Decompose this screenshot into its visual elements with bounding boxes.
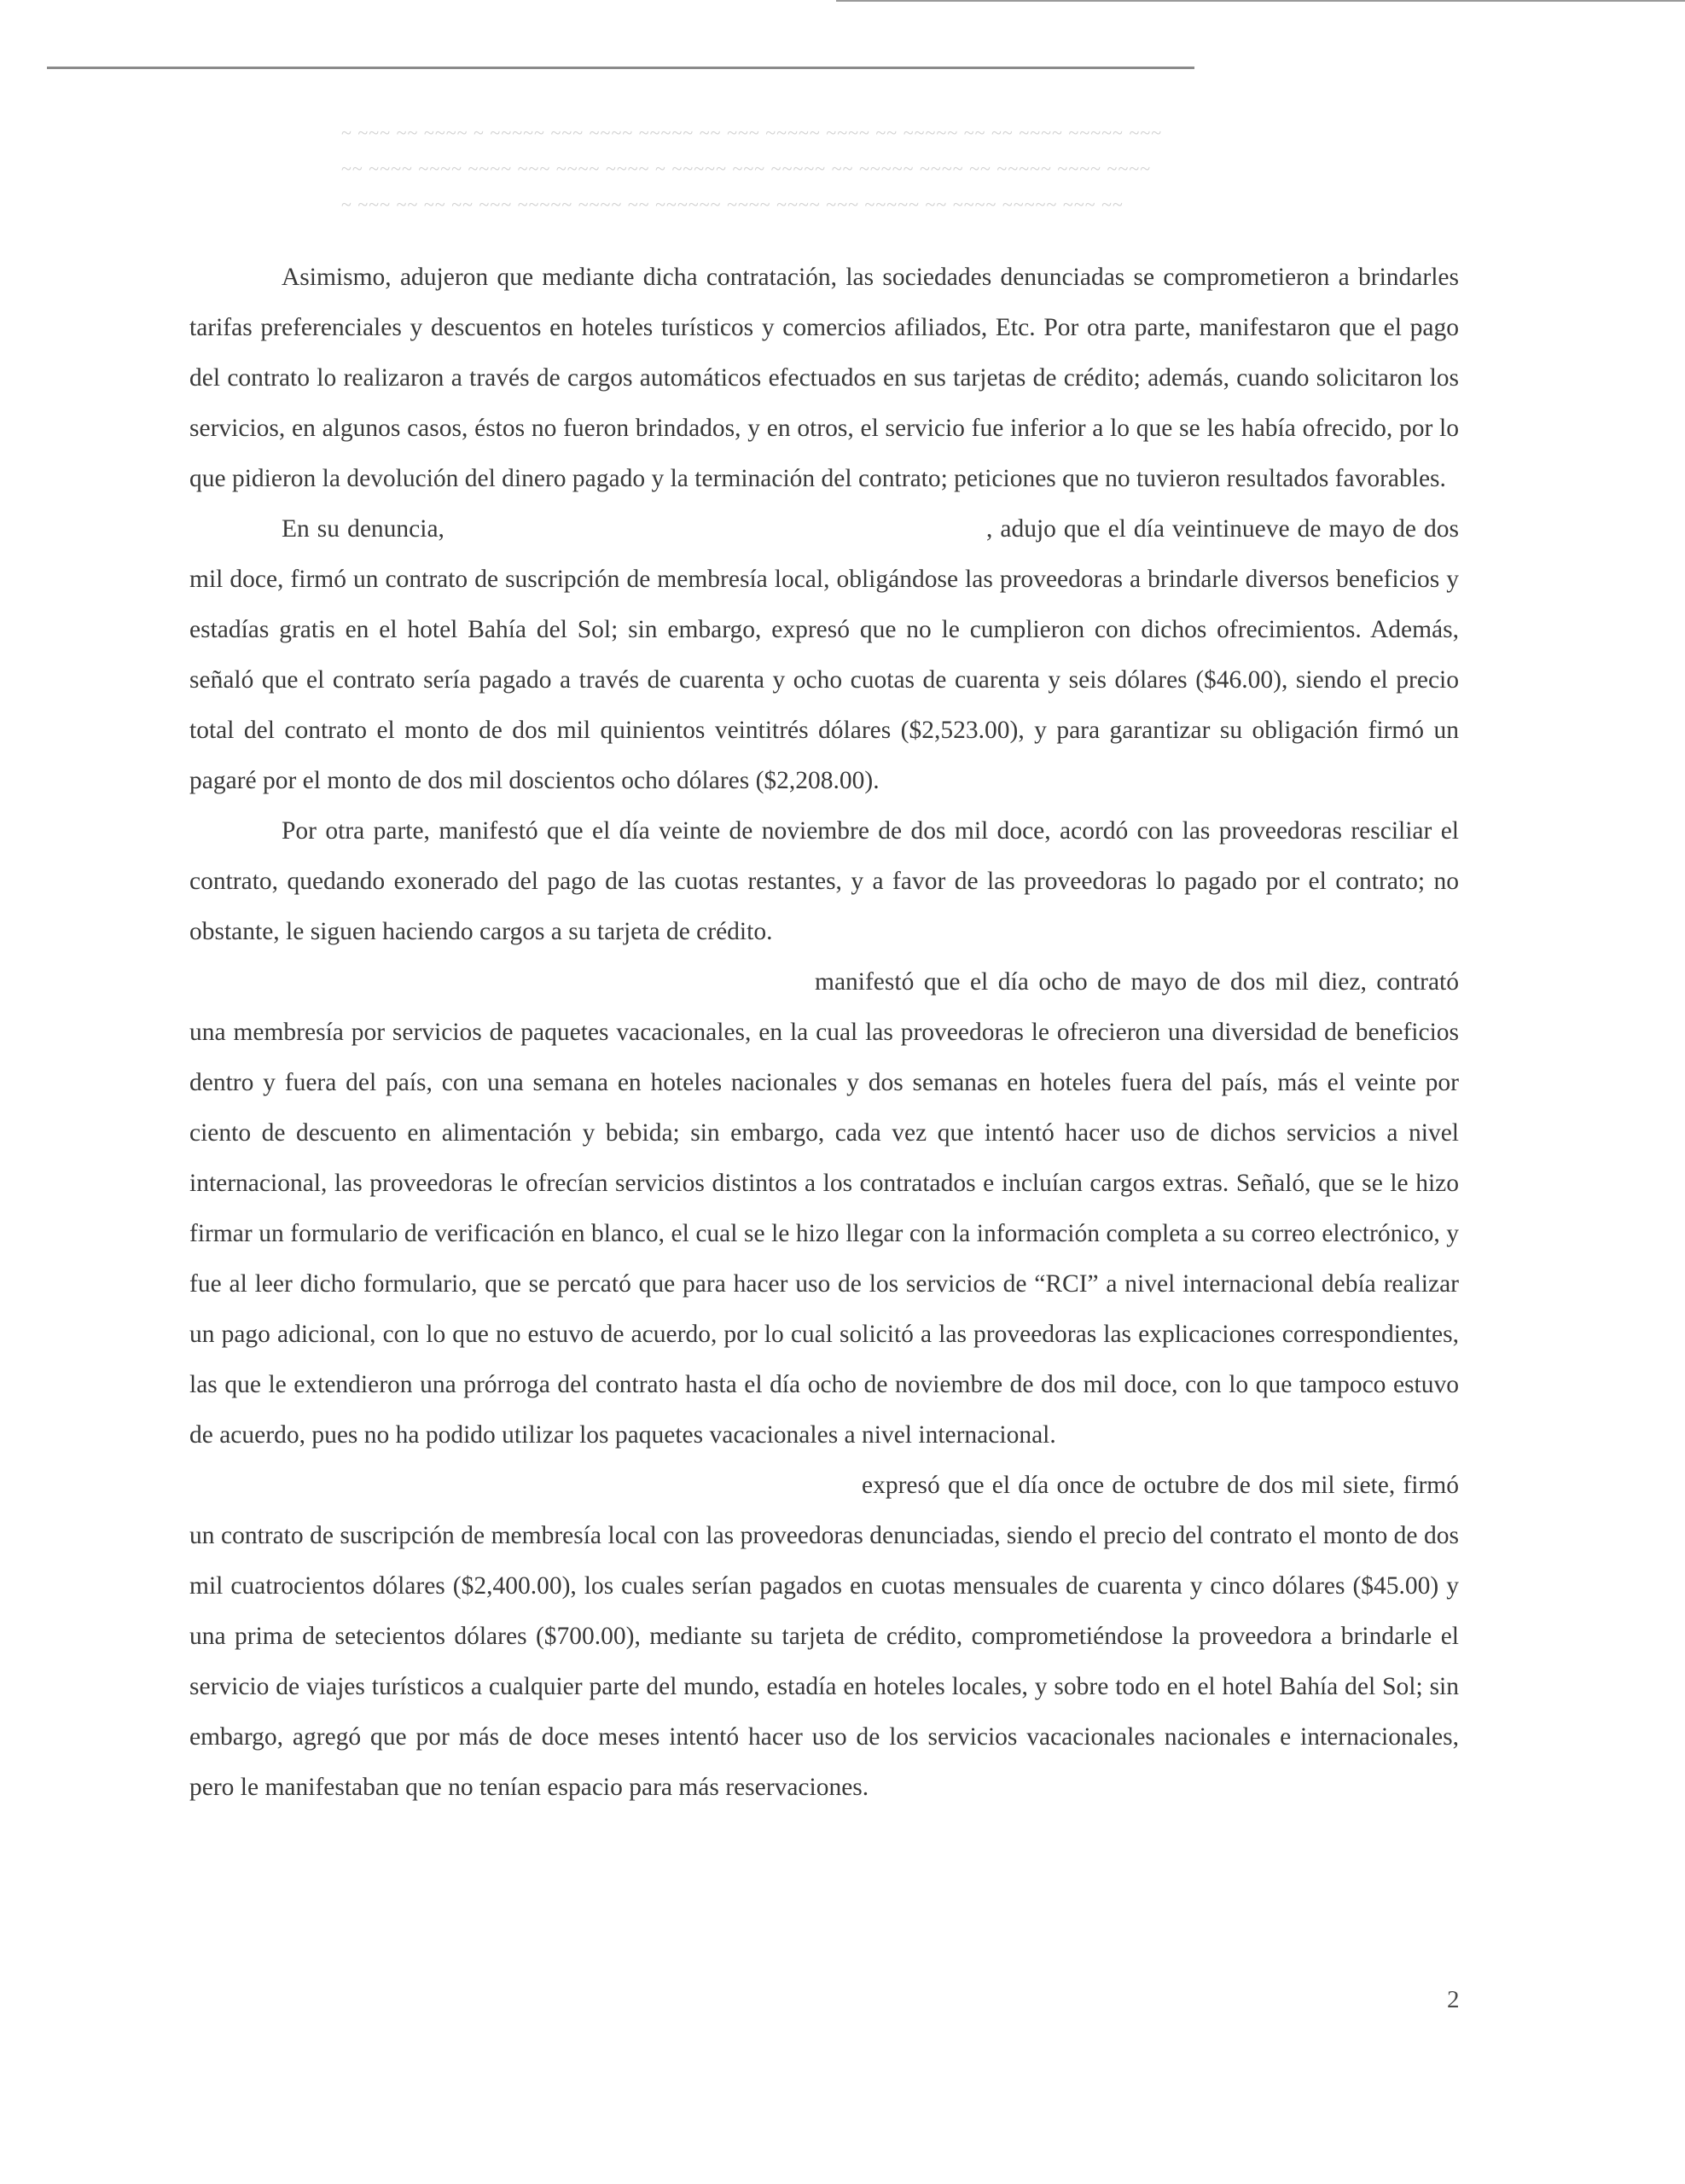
paragraph xyxy=(189,504,1459,806)
page-number: 2 xyxy=(1447,1986,1460,2013)
paragraph-text: manifestó que el día ocho de mayo de dos mil diez, contrató una membresía por servicios de paquetes vacacionales, en la cual las proveedoras le ofrecieron una diversidad de beneficios dentro y fuera del país, con una semana en hoteles nacionales y dos semanas en hoteles fuera del país, más el veinte por ciento de descuento en alimentación y bebida; sin embargo, cada vez que intentó hacer uso de dichos servicios a nivel internacional, las proveedoras le ofrecían servicios distintos a los contratados e incluían cargos extras. Señaló, que se le hizo firmar un formulario de verificación en blanco, el cual se le hizo llegar con la información completa a su correo electrónico, y fue al leer dicho formulario, que se percató que para hacer uso de los servicios de “RCI” a nivel internacional debía realizar un pago adicional, con lo que no estuvo de acuerdo, por lo cual solicitó a las proveedoras las explicaciones correspondientes, las que le extendieron una prórroga del contrato hasta el día ocho de noviembre de dos mil doce, con lo que tampoco estuvo de acuerdo, pues no ha podido utilizar los paquetes vacacionales a nivel internacional. xyxy=(189,968,1459,1449)
paragraph: Asimismo, adujeron que mediante dicha contratación, las sociedades denunciadas se comprometieron a brindarles tarifas preferenciales y descuentos en hoteles turísticos y comercios afiliados, Etc. Por otra parte, manifestaron que el pago del contrato lo realizaron a través de cargos automáticos efectuados en sus tarjetas de crédito; además, cuando solicitaron los servicios, en algunos casos, éstos no fueron brindados, y en otros, el servicio fue inferior a lo que se les había ofrecido, por lo que pidieron la devolución del dinero pagado y la terminación del contrato; peticiones que no tuvieron resultados favorables. xyxy=(189,264,1459,492)
scan-edge-line xyxy=(836,0,1685,2)
paragraph-text: expresó que el día once de octubre de dos mil siete, firmó un contrato de suscripción de membresía local con las proveedoras denunciadas, siendo el precio del contrato el monto de dos mil cuatrocientos dólares ($2,400.00), los cuales serían pagados en cuotas mensuales de cuarenta y cinco dólares ($45.00) y una prima de setecientos dólares ($700.00), mediante su tarjeta de crédito, comprometiéndose la proveedora a brindarle el servicio de viajes turísticos a cualquier parte del mundo, estadía en hoteles locales, y sobre todo en el hotel Bahía del Sol; sin embargo, agregó que por más de doce meses intentó hacer uso de los servicios vacacionales nacionales e internacionales, pero le manifestaban que no tenían espacio para más reservaciones. xyxy=(189,1472,1459,1801)
bleed-through-text: ~ ~~~ ~~ ~~~~ ~ ~~~~~ ~~~ ~~~~ ~~~~~ ~~ ~~~ ~~~~~ ~~~~ ~~ ~~~~~ ~~ ~~ ~~~~ ~~~~~ ~~~ ~~ ~~~~ ~~~~ ~~~~ ~~~ ~~~~ ~~~~ ~ ~~~~~ ~~~ ~~~~~ ~~ ~~~~~ ~~~~ ~~ ~~~~~ ~~~~ ~~~~ ~ ~~~ ~~ ~~ ~~ ~~~ ~~~~~ ~~~~ ~~ ~~~~~~ ~~~~ ~~~~ ~~~ ~~~~~ ~~ ~~~~ ~~~~~ ~~~ ~~ xyxy=(341,122,1163,215)
paragraph: Por otra parte, manifestó que el día veinte de noviembre de dos mil doce, acordó con las proveedoras resciliar el contrato, quedando exonerado del pago de las cuotas restantes, y a favor de las proveedoras lo pagado por el contrato; no obstante, le siguen haciendo cargos a su tarjeta de crédito. xyxy=(189,817,1459,945)
paragraph-text: , adujo que el día veintinueve de mayo de dos mil doce, firmó un contrato de suscripción de membresía local, obligándose las proveedoras a brindarle diversos beneficios y estadías gratis en el hotel Bahía del Sol; sin embargo, expresó que no le cumplieron con dichos ofrecimientos. Además, señaló que el contrato sería pagado a través de cuarenta y ocho cuotas de cuarenta y seis dólares ($46.00), siendo el precio total del contrato el monto de dos mil quinientos veintitrés dólares ($2,523.00), y para garantizar su obligación firmó un pagaré por el monto de dos mil doscientos ocho dólares ($2,208.00). xyxy=(189,515,1459,794)
paragraph xyxy=(189,957,1459,1461)
paragraph xyxy=(189,1461,1459,1813)
header-rule xyxy=(47,67,1194,69)
body-text xyxy=(189,253,1459,1813)
paragraph-lead: En su denuncia, xyxy=(282,515,444,543)
